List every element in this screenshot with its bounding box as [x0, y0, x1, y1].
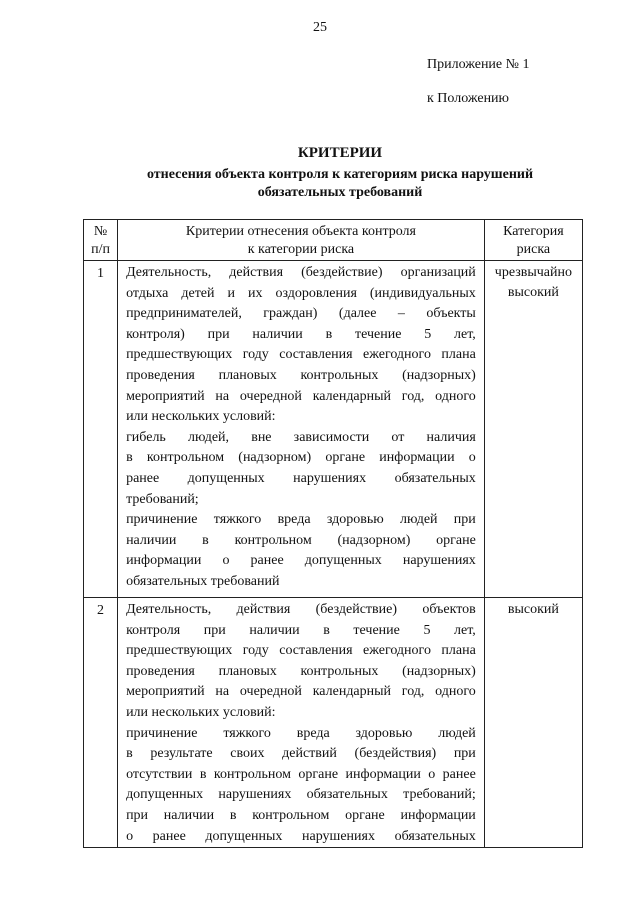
header-criteria-line1: Критерии отнесения объекта контроля [185, 224, 416, 239]
row-criteria [118, 598, 485, 848]
criteria-line: предшествующих году составления ежегодного плана [126, 347, 476, 363]
row-criteria [118, 261, 485, 598]
row-category [484, 598, 582, 848]
criteria-line: наличии в контрольном (надзорном) органе [126, 532, 476, 548]
criteria-line: ранее допущенных нарушениях обязательных [126, 470, 476, 486]
header-num [84, 220, 118, 261]
header-num-line2: п/п [91, 242, 110, 257]
title-line-2: обязательных требований [257, 185, 423, 200]
category-line1: чрезвычайно [494, 265, 572, 280]
criteria-line: контроля) при наличии в течение 5 лет, [126, 326, 476, 342]
appendix-to-label: к Положению [427, 91, 510, 106]
criteria-line: допущенных нарушениях обязательных требований; [126, 787, 476, 803]
criteria-line: или нескольких условий: [126, 704, 276, 720]
title-line-1: отнесения объекта контроля к категориям риска нарушений [146, 167, 534, 182]
header-category [484, 220, 582, 261]
header-criteria [118, 220, 485, 261]
criteria-line: отдыха детей и их оздоровления (индивидуальных [126, 285, 476, 301]
criteria-table [83, 219, 583, 848]
criteria-line: обязательных требований [126, 573, 280, 589]
table-row [84, 598, 583, 848]
criteria-line: проведения плановых контрольных (надзорных) [126, 663, 476, 679]
page-number: 25 [313, 20, 327, 35]
criteria-line: причинение тяжкого вреда здоровью людей [126, 725, 476, 741]
criteria-line: требований; [126, 491, 199, 507]
criteria-line: контроля при наличии в течение 5 лет, [126, 622, 476, 638]
table-header-row [84, 220, 583, 261]
document-title [60, 144, 620, 202]
header-category-line2: риска [516, 242, 551, 257]
criteria-line: проведения плановых контрольных (надзорных) [126, 367, 476, 383]
title-main: КРИТЕРИИ [297, 145, 383, 161]
header-category-line1: Категория [503, 224, 564, 239]
criteria-line: мероприятий на очередной календарный год, одного [126, 388, 476, 404]
criteria-line: информации о ранее допущенных нарушениях [126, 553, 476, 569]
criteria-line: о ранее допущенных нарушениях обязательных [126, 828, 476, 844]
row-category [484, 261, 582, 598]
criteria-line: в контрольном (надзорном) органе информации о [126, 450, 476, 466]
row-number: 2 [84, 598, 118, 848]
criteria-line: при наличии в контрольном органе информации [126, 807, 476, 823]
table-row [84, 261, 583, 598]
criteria-line: предпринимателей, граждан) (далее – объекты [126, 306, 476, 322]
criteria-line: в результате своих действий (бездействия) при [126, 746, 476, 762]
criteria-line: гибель людей, вне зависимости от наличия [126, 429, 476, 445]
criteria-line: предшествующих году составления ежегодного плана [126, 643, 476, 659]
criteria-line: Деятельность, действия (бездействие) объектов [126, 602, 476, 617]
row-number: 1 [84, 261, 118, 598]
criteria-line: Деятельность, действия (бездействие) организаций [126, 265, 476, 280]
category-line1: высокий [507, 602, 559, 617]
criteria-line: отсутствии в контрольном органе информации о ранее [126, 766, 476, 782]
appendix-label: Приложение № 1 [427, 57, 530, 72]
header-criteria-line2: к категории риска [247, 242, 355, 257]
category-line2: высокий [507, 285, 559, 300]
criteria-line: или нескольких условий: [126, 409, 276, 425]
criteria-line: причинение тяжкого вреда здоровью людей при [126, 512, 476, 528]
header-num-line1: № [93, 224, 108, 239]
criteria-line: мероприятий на очередной календарный год, одного [126, 684, 476, 700]
